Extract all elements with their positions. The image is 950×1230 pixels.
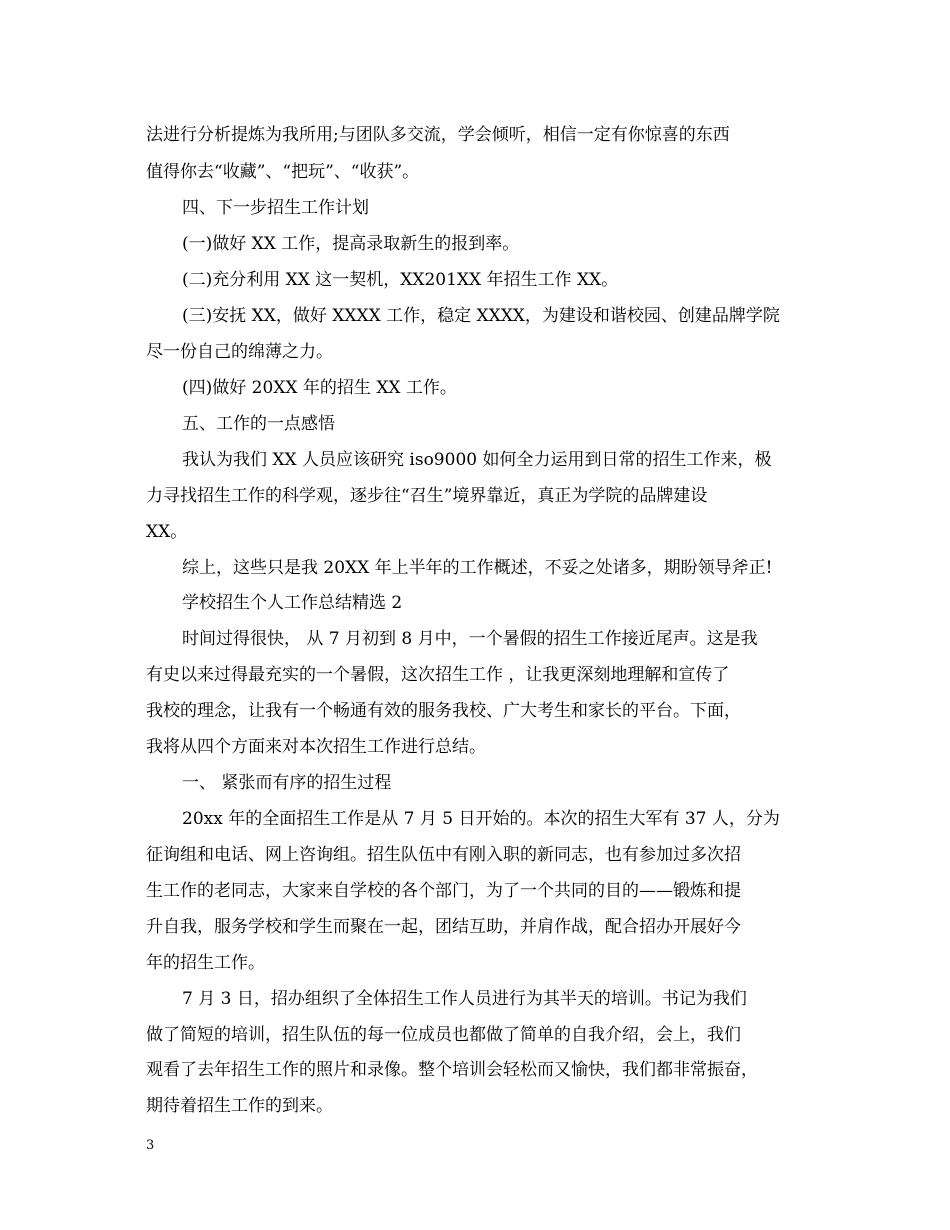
text-line: 综上，这些只是我 20XX 年上半年的工作概述，不妥之处诸多，期盼领导斧正! xyxy=(182,558,773,578)
text-line: 法进行分析提炼为我所用;与团队多交流，学会倾听，相信一定有你惊喜的东西 xyxy=(146,125,730,145)
text-line: (一)做好 XX 工作，提高录取新生的报到率。 xyxy=(182,234,520,254)
text-line: 我认为我们 XX 人员应该研究 iso9000 如何全力运用到日常的招生工作来，极 xyxy=(182,450,772,470)
text-line: 升自我，服务学校和学生而聚在一起，团结互助，并肩作战，配合招办开展好今 xyxy=(146,917,741,937)
section-heading: 四、下一步招生工作计划 xyxy=(182,198,369,218)
text-line: 做了简短的培训，招生队伍的每一位成员也都做了简单的自我介绍，会上，我们 xyxy=(146,1025,741,1045)
text-line: 生工作的老同志，大家来自学校的各个部门，为了一个共同的目的——锻炼和提 xyxy=(146,881,741,901)
text-line: XX。 xyxy=(146,522,188,542)
text-line: 值得你去“收藏”、“把玩”、“收获”。 xyxy=(146,162,420,182)
page-number: 3 xyxy=(146,1138,155,1153)
text-line: (四)做好 20XX 年的招生 XX 工作。 xyxy=(182,378,457,398)
text-line: 征询组和电话、网上咨询组。招生队伍中有刚入职的新同志，也有参加过多次招 xyxy=(146,845,741,865)
text-line: 时间过得很快， 从 7 月初到 8 月中，一个暑假的招生工作接近尾声。这是我 xyxy=(182,629,758,649)
text-line: 我将从四个方面来对本次招生工作进行总结。 xyxy=(146,737,486,757)
section-heading: 一、 紧张而有序的招生过程 xyxy=(182,773,392,793)
text-line: 尽一份自己的绵薄之力。 xyxy=(146,342,333,362)
text-line: 我校的理念，让我有一个畅通有效的服务我校、广大考生和家长的平台。下面， xyxy=(146,701,741,721)
text-line: 期待着招生工作的到来。 xyxy=(146,1096,333,1116)
text-line: 20xx 年的全面招生工作是从 7 月 5 日开始的。本次的招生大军有 37 人，分为 xyxy=(182,809,780,829)
text-line: 年的招生工作。 xyxy=(146,953,265,973)
text-line: (二)充分利用 XX 这一契机，XX201XX 年招生工作 XX。 xyxy=(182,270,619,290)
text-line: 观看了去年招生工作的照片和录像。整个培训会轻松而又愉快，我们都非常振奋， xyxy=(146,1060,758,1080)
section-heading: 五、工作的一点感悟 xyxy=(182,414,335,434)
text-line: 力寻找招生工作的科学观，逐步往“召生”境界靠近，真正为学院的品牌建设 xyxy=(146,486,708,506)
text-line: 有史以来过得最充实的一个暑假，这次招生工作 ，让我更深刻地理解和宣传了 xyxy=(146,665,730,685)
text-line: 7 月 3 日，招办组织了全体招生工作人员进行为其半天的培训。书记为我们 xyxy=(182,989,747,1009)
text-line: (三)安抚 XX，做好 XXXX 工作，稳定 XXXX，为建设和谐校园、创建品牌学院 xyxy=(182,306,780,326)
document-title: 学校招生个人工作总结精选 2 xyxy=(182,593,403,613)
